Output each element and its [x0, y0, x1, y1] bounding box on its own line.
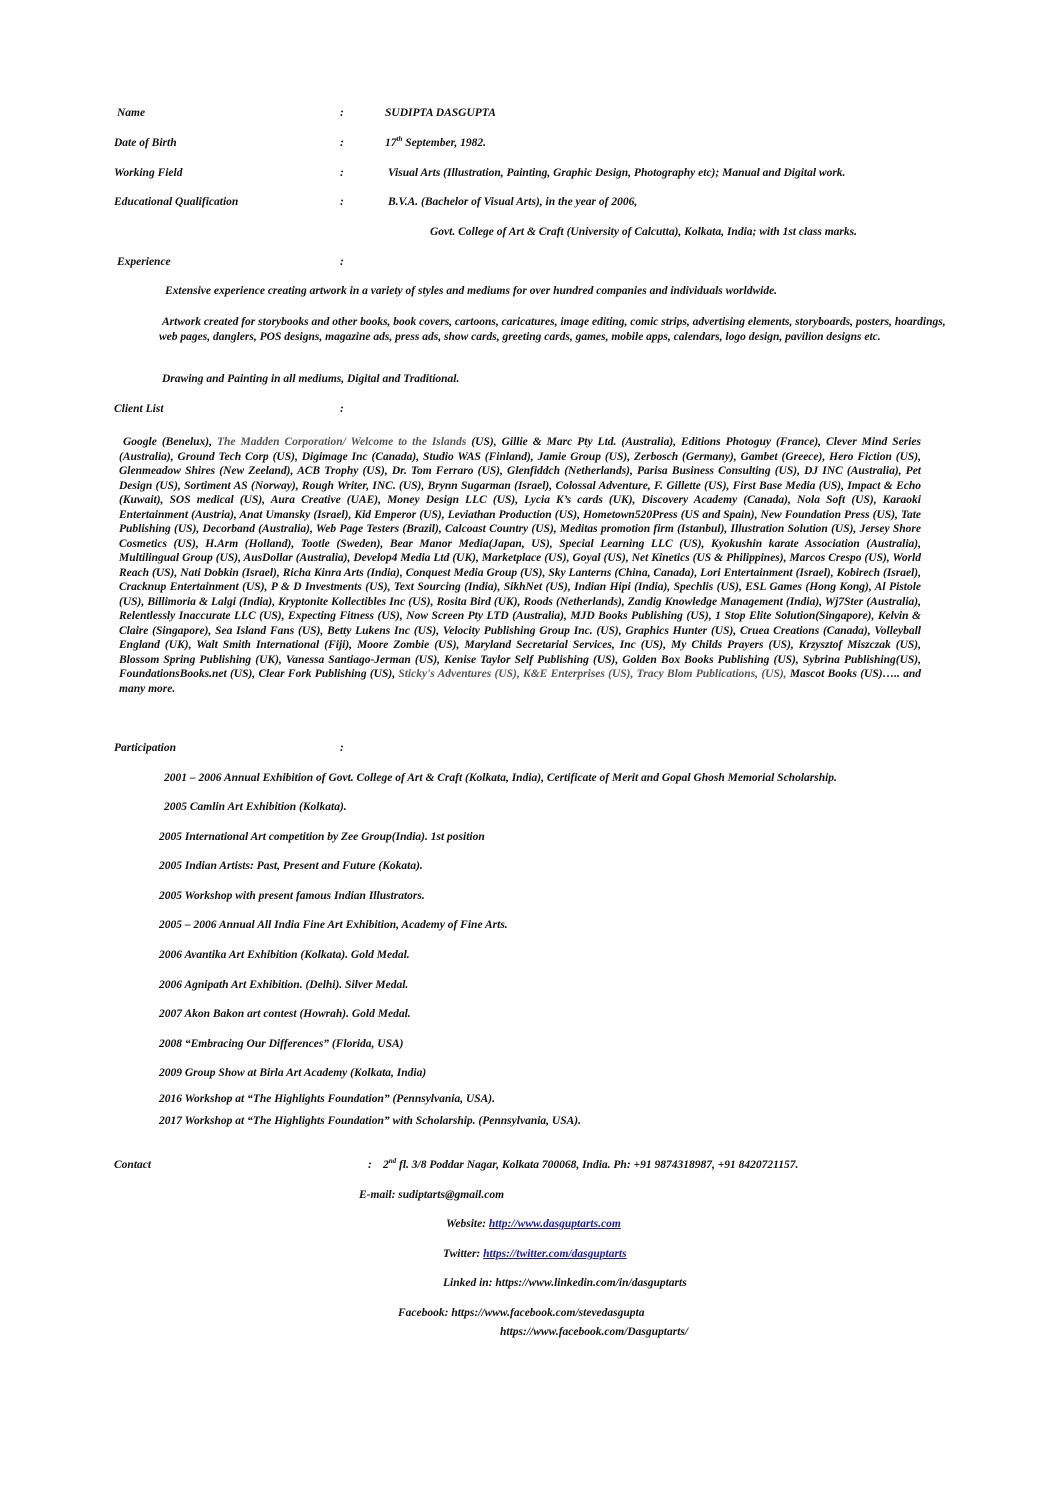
dob-label: Date of Birth	[114, 137, 177, 149]
colon: :	[340, 167, 344, 179]
client-list-label: Client List	[114, 403, 164, 415]
participation-item: 2001 – 2006 Annual Exhibition of Govt. College of Art & Craft (Kolkata, India), Certificate of Merit and Gopal Ghosh Memorial Scholarship.	[164, 772, 837, 784]
education-line-1: B.V.A. (Bachelor of Visual Arts), in the year of 2006,	[388, 196, 638, 208]
participation-item: 2008 “Embracing Our Differences” (Florida, USA)	[159, 1038, 404, 1050]
contact-facebook-page: https://www.facebook.com/Dasguptarts/	[500, 1326, 689, 1338]
twitter-link[interactable]: https://twitter.com/dasguptarts	[483, 1248, 627, 1260]
website-link[interactable]: http://www.dasguptarts.com	[488, 1218, 621, 1230]
colon: :	[340, 137, 344, 149]
education-line-2: Govt. College of Art & Craft (University of Calcutta), Kolkata, India; with 1st class marks.	[430, 226, 858, 238]
participation-item: 2016 Workshop at “The Highlights Foundation” (Pennsylvania, USA).	[159, 1093, 496, 1105]
participation-item: 2005 International Art competition by Zee Group(India). 1st position	[159, 831, 485, 843]
participation-item: 2005 – 2006 Annual All India Fine Art Exhibition, Academy of Fine Arts.	[159, 919, 508, 931]
contact-linkedin: Linked in: https://www.linkedin.com/in/dasguptarts	[443, 1277, 687, 1289]
contact-email: E-mail: sudiptarts@gmail.com	[359, 1189, 505, 1201]
name-value: SUDIPTA DASGUPTA	[385, 107, 496, 119]
participation-item: 2007 Akon Bakon art contest (Howrah). Gold Medal.	[159, 1008, 411, 1020]
colon: :	[340, 196, 344, 208]
colon: :	[368, 1159, 372, 1171]
contact-twitter: Twitter: https://twitter.com/dasguptarts	[443, 1248, 627, 1260]
participation-item: 2006 Agnipath Art Exhibition. (Delhi). Silver Medal.	[159, 979, 409, 991]
participation-item: 2006 Avantika Art Exhibition (Kolkata). Gold Medal.	[159, 949, 410, 961]
working-field-label: Working Field	[114, 167, 183, 179]
contact-website: Website: http://www.dasguptarts.com	[446, 1218, 621, 1230]
contact-facebook: Facebook: https://www.facebook.com/stevedasgupta	[398, 1307, 645, 1319]
colon: :	[340, 256, 344, 268]
colon: :	[340, 107, 344, 119]
contact-address: 2nd fl. 3/8 Poddar Nagar, Kolkata 700068, India. Ph: +91 9874318987, +91 8420721157.	[383, 1157, 799, 1171]
participation-item: 2005 Indian Artists: Past, Present and Future (Kokata).	[159, 860, 423, 872]
participation-item: 2009 Group Show at Birla Art Academy (Kolkata, India)	[159, 1067, 427, 1079]
colon: :	[340, 742, 344, 754]
working-field-value: Visual Arts (Illustration, Painting, Graphic Design, Photography etc); Manual and Digital work.	[388, 167, 846, 179]
experience-item: Extensive experience creating artwork in a variety of styles and mediums for over hundred companies and individuals worldwide.	[165, 285, 778, 297]
participation-label: Participation	[114, 742, 176, 754]
experience-label: Experience	[117, 256, 171, 268]
colon: :	[340, 403, 344, 415]
name-label: Name	[117, 107, 146, 119]
dob-value: 17th September, 1982.	[385, 135, 487, 149]
contact-label: Contact	[114, 1159, 152, 1171]
experience-item: Artwork created for storybooks and other books, book covers, cartoons, caricatures, image editing, comic strips, advertising elements, storyboards, posters, hoardings, web pages, danglers, POS designs, magazine ads, press ads, show cards, greeting cards, games, mobile apps, calendars, logo design, pavilion designs etc.	[159, 316, 946, 343]
participation-item: 2005 Camlin Art Exhibition (Kolkata).	[164, 801, 347, 813]
participation-item: 2017 Workshop at “The Highlights Foundation” with Scholarship. (Pennsylvania, USA).	[159, 1115, 581, 1127]
education-label: Educational Qualification	[114, 196, 239, 208]
client-list-paragraph: Google (Benelux), The Madden Corporation/ Welcome to the Islands (US), Gillie & Marc Pty Ltd. (Australia), Editions Photoguy (France), Clever Mind Series (Australia), Ground Tech Corp (US), Digimage Inc (Canada), Studio WAS (Finland), Jamie Group (US), Zerbosch (Germany), Gambet (Greece), Hero Fiction (US), Glenmeadow Shires (New Zeeland), ACB Trophy (US), Dr. Tom Ferraro (US), Glenfiddch (Netherlands), Parisa Business Consulting (US), DJ INC (Australia), Pet Design (US), Sortiment AS (Norway), Rough Writer, INC. (US), Brynn Sugarman (Israel), Colossal Adventure, F. Gillette (US), First Base Media (US), Impact & Echo (Kuwait), SOS medical (US), Aura Creative (UAE), Money Design LLC (US), Lycia K’s cards (UK), Discovery Academy (Canada), Nola Soft (US), Karaoki Entertainment (Austria), Anat Umansky (Israel), Kid Emperor (US), Leviathan Production (US), Hometown520Press (US and Spain), New Foundation Press (US), Tate Publishing (US), Decorband (Australia), Web Page Testers (Brazil), Calcoast Country (US), Meditas promotion firm (Istanbul), Illustration Solution (US), Jersey Shore Cosmetics (US), H.Arm (Holland), Tootle (Sweden), Bear Manor Media(Japan, US), Special Learning LLC (US), Kyokushin karate Association (Australia), Multilingual Group (US), AusDollar (Australia), Develop4 Media Ltd (UK), Marketplace (US), Goyal (US), Net Kinetics (US & Philippines), Marcos Crespo (US), World Reach (US), Nati Dobkin (Israel), Richa Kinra Arts (India), Conquest Media Group (US), Sky Lanterns (China, Canada), Lori Entertainment (Israel), Kobirech (Israel), Cracknup Entertainment (US), P & D Investments (US), Text Sourcing (India), SikhNet (US), Indian Hipi (India), Spechlis (US), ESL Games (Hong Kong), Al Pistole (US), Billimoria & Lalgi (India), Kryptonite Kollectibles Inc (US), Rosita Bird (UK), Roods (Netherlands), Zandig Knowledge Management (India), Wj7Ster (Australia), Relentlessly Inaccurate LLC (US), Expecting Fitness (US), Now Screen Pty LTD (Australia), MJD Books Publishing (US), 1 Stop Elite Solution(Singapore), Kelvin & Claire (Singapore), Sea Island Fans (US), Betty Lukens Inc (US), Velocity Publishing Group Inc. (US), Graphics Hunter (US), Cruea Creations (Canada), Volleyball England (UK), Walt Smith International (Fiji), Moore Zombie (US), Maryland Secretarial Services, Inc (US), My Childs Prayers (US), Krzysztof Miszczak (US), Blossom Spring Publishing (UK), Vanessa Santiago-Jerman (US), Kenise Taylor Self Publishing (US), Golden Box Books Publishing (US), Sybrina Publishing(US), FoundationsBooks.net (US), Clear Fork Publishing (US), Sticky's Adventures (US), K&E Enterprises (US), Tracy Blom Publications, (US), Mascot Books (US)….. and many more.	[119, 436, 921, 695]
participation-item: 2005 Workshop with present famous Indian Illustrators.	[159, 890, 425, 902]
experience-item: Drawing and Painting in all mediums, Digital and Traditional.	[162, 373, 460, 385]
